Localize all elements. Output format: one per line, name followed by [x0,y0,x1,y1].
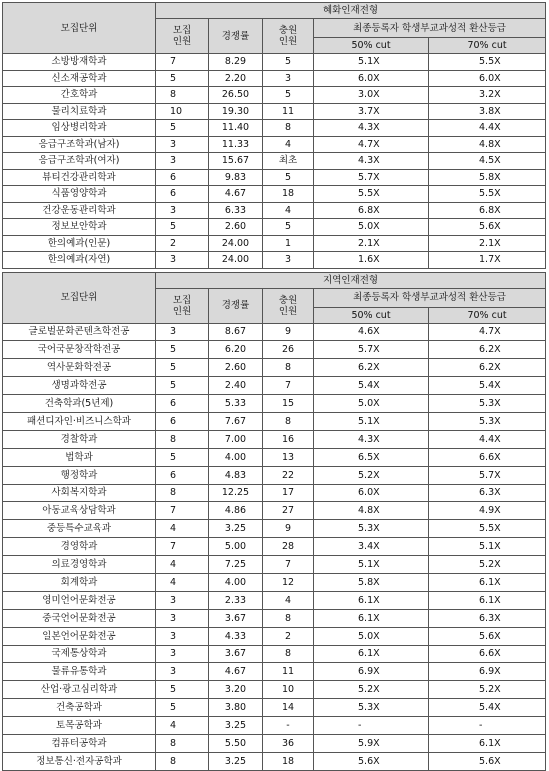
cut50-header: 50% cut [314,307,429,323]
cut50-cell: 4.6X [314,323,429,341]
added-cell: 27 [263,502,314,520]
cut70-cell: 6.1X [429,573,546,591]
unit-cell: 영미언어문화전공 [3,591,156,609]
added-header: 충원 인원 [263,19,314,54]
cut70-header: 70% cut [429,307,546,323]
unit-cell: 아동교육상담학과 [3,502,156,520]
table-row [3,484,546,502]
recruit-cell: 6 [156,395,209,413]
ratio-cell: 7.25 [209,556,263,574]
recruit-cell: 4 [156,573,209,591]
added-cell: 3 [263,70,314,87]
recruit-header: 모집 인원 [156,19,209,54]
ratio-cell: 3.20 [209,681,263,699]
cut70-cell: 5.5X [429,520,546,538]
admission-results [2,2,545,771]
ratio-cell: 2.40 [209,377,263,395]
cut70-cell: 5.5X [429,186,546,203]
cut50-cell: 5.2X [314,681,429,699]
cut50-cell: 4.3X [314,153,429,170]
ratio-cell: 2.20 [209,70,263,87]
ratio-cell: 19.30 [209,103,263,120]
ratio-cell: 2.60 [209,219,263,236]
table-row [3,186,546,203]
unit-cell: 컴퓨터공학과 [3,734,156,752]
cut70-cell: 5.2X [429,681,546,699]
unit-cell: 생명과학전공 [3,377,156,395]
cut50-cell: 5.3X [314,520,429,538]
cut50-cell: 5.0X [314,627,429,645]
cut70-cell: 6.2X [429,341,546,359]
unit-cell: 국어국문창작학전공 [3,341,156,359]
table-row [3,430,546,448]
added-cell: 13 [263,448,314,466]
cut50-cell: 5.4X [314,377,429,395]
added-cell: 11 [263,103,314,120]
unit-cell: 한의예과(인문) [3,235,156,252]
table-row [3,54,546,71]
table-row [3,448,546,466]
cut50-cell: 4.3X [314,120,429,137]
cut50-cell: 5.7X [314,169,429,186]
cut70-cell: 3.8X [429,103,546,120]
table-row [3,169,546,186]
table-row [3,573,546,591]
cut50-cell: 6.1X [314,645,429,663]
cut70-cell: 6.9X [429,663,546,681]
cut70-cell: 6.2X [429,359,546,377]
recruit-cell: 3 [156,252,209,269]
table-row [3,395,546,413]
cut50-cell: 2.1X [314,235,429,252]
added-cell: 5 [263,87,314,104]
added-cell: 7 [263,556,314,574]
table-row [3,502,546,520]
cut50-cell: 6.8X [314,202,429,219]
added-cell: 22 [263,466,314,484]
ratio-cell: 15.67 [209,153,263,170]
unit-cell: 정보통신·전자공학과 [3,752,156,770]
ratio-header: 경쟁률 [209,19,263,54]
final-grade-header: 최종등록자 학생부교과성적 환산등급 [314,288,546,307]
table-row [3,752,546,770]
cut70-cell: 5.3X [429,395,546,413]
recruit-cell: 3 [156,645,209,663]
table-row [3,103,546,120]
table-row [3,681,546,699]
added-cell: 5 [263,54,314,71]
ratio-header: 경쟁률 [209,288,263,323]
unit-cell: 산업·광고심리학과 [3,681,156,699]
added-cell: 26 [263,341,314,359]
table-row [3,377,546,395]
cut70-cell: 5.1X [429,538,546,556]
ratio-cell: 24.00 [209,252,263,269]
table-row [3,202,546,219]
ratio-cell: 11.33 [209,136,263,153]
table-row [3,252,546,269]
cut50-cell: 5.1X [314,556,429,574]
ratio-cell: 3.25 [209,717,263,735]
table-title: 혜화인재전형 [156,3,546,19]
unit-cell: 신소재공학과 [3,70,156,87]
added-cell: 4 [263,591,314,609]
cut50-cell: 5.0X [314,395,429,413]
ratio-cell: 3.25 [209,752,263,770]
added-cell: 16 [263,430,314,448]
unit-cell: 일본언어문화전공 [3,627,156,645]
cut70-cell: 4.4X [429,430,546,448]
cut50-cell: 4.8X [314,502,429,520]
cut50-cell: 6.5X [314,448,429,466]
cut50-cell: 5.6X [314,752,429,770]
table-row [3,87,546,104]
cut70-cell: 6.6X [429,448,546,466]
added-cell: 18 [263,186,314,203]
cut70-cell: 6.3X [429,609,546,627]
ratio-cell: 2.60 [209,359,263,377]
ratio-cell: 4.67 [209,663,263,681]
unit-cell: 건축학과(5년제) [3,395,156,413]
added-cell: 8 [263,120,314,137]
unit-cell: 식품영양학과 [3,186,156,203]
cut50-cell: 6.0X [314,70,429,87]
unit-cell: 물류유통학과 [3,663,156,681]
table-row [3,609,546,627]
cut70-cell: 4.9X [429,502,546,520]
ratio-cell: 4.67 [209,186,263,203]
cut70-cell: - [429,717,546,735]
unit-cell: 간호학과 [3,87,156,104]
ratio-cell: 11.40 [209,120,263,137]
cut50-cell: 6.2X [314,359,429,377]
unit-cell: 건강운동관리학과 [3,202,156,219]
recruit-cell: 3 [156,202,209,219]
cut50-cell: 1.6X [314,252,429,269]
cut70-cell: 5.3X [429,412,546,430]
cut70-cell: 6.0X [429,70,546,87]
cut50-cell: 4.7X [314,136,429,153]
recruit-cell: 6 [156,169,209,186]
cut70-cell: 6.1X [429,591,546,609]
cut70-cell: 5.8X [429,169,546,186]
cut50-cell: 5.3X [314,699,429,717]
unit-cell: 물리치료학과 [3,103,156,120]
recruit-cell: 3 [156,609,209,627]
recruit-cell: 5 [156,341,209,359]
cut50-cell: 3.7X [314,103,429,120]
added-cell: 최초 [263,153,314,170]
recruit-cell: 6 [156,186,209,203]
added-cell: 8 [263,645,314,663]
ratio-cell: 4.00 [209,448,263,466]
recruit-cell: 5 [156,70,209,87]
unit-cell: 임상병리학과 [3,120,156,137]
unit-cell: 법학과 [3,448,156,466]
recruit-cell: 8 [156,752,209,770]
ratio-cell: 5.33 [209,395,263,413]
added-cell: 10 [263,681,314,699]
cut50-cell: 5.2X [314,466,429,484]
cut50-cell: 5.9X [314,734,429,752]
unit-cell: 행정학과 [3,466,156,484]
recruit-header: 모집 인원 [156,288,209,323]
final-grade-header: 최종등록자 학생부교과성적 환산등급 [314,19,546,38]
unit-cell: 정보보안학과 [3,219,156,236]
table-row [3,136,546,153]
table-row [3,323,546,341]
recruit-cell: 4 [156,717,209,735]
added-cell: 11 [263,663,314,681]
recruit-cell: 10 [156,103,209,120]
cut50-cell: 5.8X [314,573,429,591]
recruit-cell: 8 [156,430,209,448]
cut70-cell: 4.8X [429,136,546,153]
added-cell: 28 [263,538,314,556]
unit-cell: 응급구조학과(남자) [3,136,156,153]
unit-cell: 중등특수교육과 [3,520,156,538]
recruit-cell: 3 [156,153,209,170]
table-row [3,734,546,752]
unit-cell: 뷰티건강관리학과 [3,169,156,186]
recruit-cell: 4 [156,556,209,574]
ratio-cell: 4.33 [209,627,263,645]
ratio-cell: 5.00 [209,538,263,556]
cut70-cell: 6.1X [429,734,546,752]
table-row [3,70,546,87]
cut50-cell: 5.1X [314,412,429,430]
table-row [3,556,546,574]
cut70-cell: 6.3X [429,484,546,502]
recruit-cell: 5 [156,219,209,236]
unit-cell: 응급구조학과(여자) [3,153,156,170]
unit-cell: 소방방재학과 [3,54,156,71]
table-row [3,627,546,645]
ratio-cell: 5.50 [209,734,263,752]
ratio-cell: 3.67 [209,645,263,663]
unit-cell: 패션디자인·비즈니스학과 [3,412,156,430]
ratio-cell: 3.80 [209,699,263,717]
recruit-cell: 5 [156,377,209,395]
table-row [3,219,546,236]
added-cell: 1 [263,235,314,252]
recruit-cell: 5 [156,448,209,466]
added-cell: 3 [263,252,314,269]
cut50-cell: 6.1X [314,609,429,627]
ratio-cell: 8.29 [209,54,263,71]
ratio-cell: 7.00 [209,430,263,448]
ratio-cell: 9.83 [209,169,263,186]
added-cell: 2 [263,627,314,645]
added-cell: - [263,717,314,735]
table-row [3,663,546,681]
added-cell: 8 [263,609,314,627]
regional-table [2,272,546,771]
table-row [3,359,546,377]
ratio-cell: 6.33 [209,202,263,219]
added-cell: 9 [263,323,314,341]
cut70-cell: 5.7X [429,466,546,484]
cut50-cell: 3.0X [314,87,429,104]
table-row [3,235,546,252]
cut70-cell: 4.7X [429,323,546,341]
unit-cell: 경찰학과 [3,430,156,448]
added-cell: 5 [263,219,314,236]
recruit-cell: 2 [156,235,209,252]
ratio-cell: 24.00 [209,235,263,252]
recruit-cell: 6 [156,466,209,484]
added-cell: 18 [263,752,314,770]
unit-cell: 한의예과(자연) [3,252,156,269]
recruit-cell: 5 [156,359,209,377]
recruit-cell: 5 [156,699,209,717]
cut50-cell: 4.3X [314,430,429,448]
table-row [3,591,546,609]
recruit-cell: 5 [156,681,209,699]
recruit-cell: 6 [156,412,209,430]
added-cell: 9 [263,520,314,538]
recruit-cell: 4 [156,520,209,538]
cut70-cell: 2.1X [429,235,546,252]
added-cell: 8 [263,412,314,430]
recruit-cell: 3 [156,323,209,341]
ratio-cell: 4.83 [209,466,263,484]
added-cell: 8 [263,359,314,377]
unit-cell: 중국언어문화전공 [3,609,156,627]
table-row [3,466,546,484]
unit-cell: 경영학과 [3,538,156,556]
recruit-cell: 5 [156,120,209,137]
cut70-header: 70% cut [429,38,546,54]
added-header: 충원 인원 [263,288,314,323]
table-row [3,538,546,556]
ratio-cell: 26.50 [209,87,263,104]
cut70-cell: 5.6X [429,219,546,236]
hyehwa-table [2,2,546,269]
recruit-cell: 3 [156,663,209,681]
cut70-cell: 6.6X [429,645,546,663]
cut50-cell: 6.1X [314,591,429,609]
added-cell: 7 [263,377,314,395]
added-cell: 14 [263,699,314,717]
unit-header: 모집단위 [3,3,156,54]
cut70-cell: 5.4X [429,377,546,395]
unit-cell: 의료경영학과 [3,556,156,574]
cut50-cell: 5.0X [314,219,429,236]
unit-cell: 사회복지학과 [3,484,156,502]
recruit-cell: 3 [156,627,209,645]
table-row [3,341,546,359]
unit-cell: 토목공학과 [3,717,156,735]
ratio-cell: 7.67 [209,412,263,430]
cut50-cell: - [314,717,429,735]
cut70-cell: 4.4X [429,120,546,137]
regional-body [3,323,546,770]
table-row [3,412,546,430]
cut70-cell: 5.2X [429,556,546,574]
ratio-cell: 4.86 [209,502,263,520]
recruit-cell: 8 [156,87,209,104]
recruit-cell: 8 [156,484,209,502]
cut50-cell: 5.5X [314,186,429,203]
cut50-header: 50% cut [314,38,429,54]
cut50-cell: 6.9X [314,663,429,681]
unit-cell: 회계학과 [3,573,156,591]
cut70-cell: 5.4X [429,699,546,717]
recruit-cell: 3 [156,591,209,609]
added-cell: 4 [263,202,314,219]
cut50-cell: 3.4X [314,538,429,556]
recruit-cell: 3 [156,136,209,153]
ratio-cell: 12.25 [209,484,263,502]
added-cell: 5 [263,169,314,186]
ratio-cell: 3.67 [209,609,263,627]
added-cell: 4 [263,136,314,153]
cut70-cell: 3.2X [429,87,546,104]
table-row [3,120,546,137]
added-cell: 12 [263,573,314,591]
cut50-cell: 6.0X [314,484,429,502]
recruit-cell: 8 [156,734,209,752]
cut70-cell: 1.7X [429,252,546,269]
ratio-cell: 3.25 [209,520,263,538]
unit-cell: 국제통상학과 [3,645,156,663]
recruit-cell: 7 [156,502,209,520]
cut50-cell: 5.1X [314,54,429,71]
recruit-cell: 7 [156,54,209,71]
cut50-cell: 5.7X [314,341,429,359]
added-cell: 17 [263,484,314,502]
recruit-cell: 7 [156,538,209,556]
table-row [3,520,546,538]
table-row [3,717,546,735]
cut70-cell: 5.5X [429,54,546,71]
ratio-cell: 6.20 [209,341,263,359]
unit-cell: 건축공학과 [3,699,156,717]
cut70-cell: 5.6X [429,752,546,770]
added-cell: 15 [263,395,314,413]
ratio-cell: 8.67 [209,323,263,341]
ratio-cell: 2.33 [209,591,263,609]
unit-cell: 역사문화학전공 [3,359,156,377]
cut70-cell: 5.6X [429,627,546,645]
added-cell: 36 [263,734,314,752]
table-title: 지역인재전형 [156,272,546,288]
unit-header: 모집단위 [3,272,156,323]
ratio-cell: 4.00 [209,573,263,591]
table-row [3,699,546,717]
cut70-cell: 4.5X [429,153,546,170]
hyehwa-body [3,54,546,269]
unit-cell: 글로벌문화콘텐츠학전공 [3,323,156,341]
cut70-cell: 6.8X [429,202,546,219]
table-row [3,645,546,663]
table-row [3,153,546,170]
